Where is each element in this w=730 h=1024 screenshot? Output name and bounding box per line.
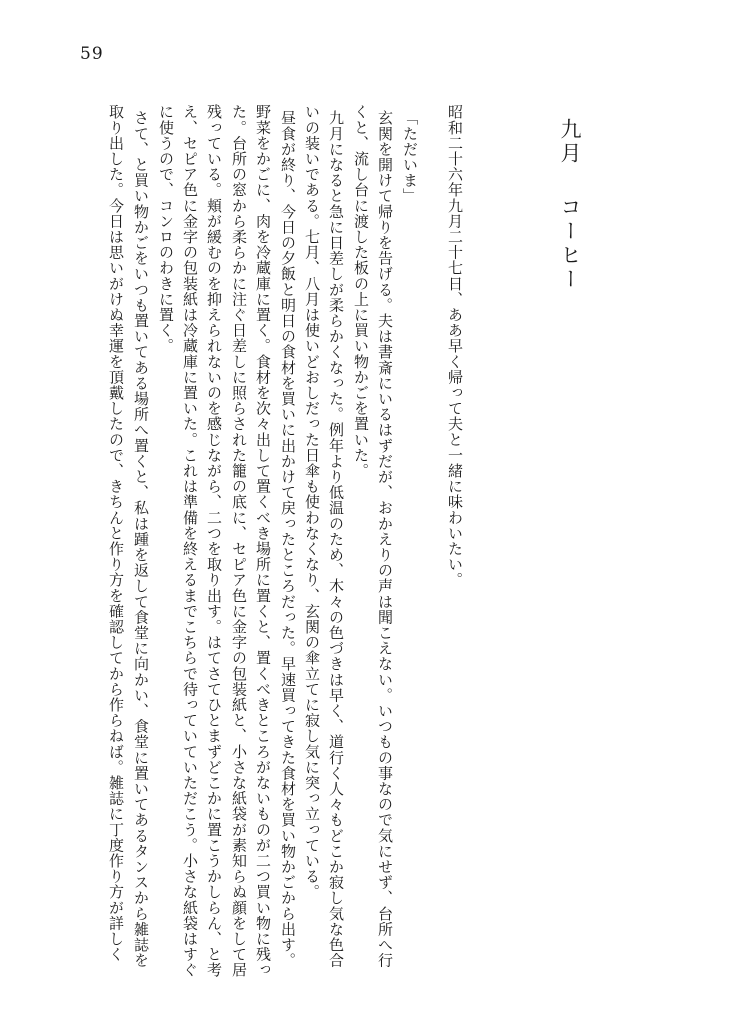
text-line: 玄関を開けて帰りを告げる。夫は書斎にいるはずだが、おかえりの声は聞こえない。いつもの事なので気にせず、台所へ行: [376, 110, 394, 968]
text-line: た。台所の窓から柔らかに注ぐ日差しに照らされた籠の底に、セピア色に金字の包装紙と、小さな紙袋が素知らぬ顔をして居: [230, 104, 248, 978]
text-line: 昼食が終り、今日の夕飯と明日の食材を買いに出かけて戻ったところだった。早速買ってきた食材を買い物かごから出す。: [279, 110, 297, 968]
text-line: くと、流し台に渡した板の上に買い物かごを置いた。: [352, 104, 370, 479]
text-line: 残っている。頬が緩むのを抑えられないのを感じながら、二つを取り出す。はてさてひとまずどこかに置こうかしらん、と考: [205, 104, 223, 978]
text-line: 九月になると急に日差しが柔らかくなった。例年より低温のため、木々の色づきは早く、道行く人々もどこか寂し気な色合: [327, 110, 345, 968]
chapter-month: 九月: [558, 118, 582, 166]
text-line: に使うので、コンロのわきに置く。: [157, 104, 175, 354]
text-line: 昭和二十六年九月二十七日、ああ早く帰って夫と一緒に味わいたい。: [446, 104, 464, 588]
text-line: 「ただいま」: [401, 110, 419, 204]
chapter-subject: コーヒー: [558, 196, 582, 292]
text-line: いの装いである。七月、八月は使いどおしだった日傘も使わなくなり、玄関の傘立てに寂し気に突っ立っている。: [303, 104, 321, 900]
text-line: さて、と買い物かごをいつも置いてある場所へ置くと、私は踵を返して食堂に向かい、食堂に置いてあるタンスから雑誌を: [132, 110, 150, 968]
page-number: 59: [80, 44, 104, 64]
text-line: え、セピア色に金字の包装紙は冷蔵庫に置いた。これは準備を終えるまでこちらで待っていていただこう。小さな紙袋はすぐ: [181, 104, 199, 978]
text-line: 取り出した。今日は思いがけぬ幸運を頂戴したので、きちんと作り方を確認してから作らねば。雑誌に丁度作り方が詳しく: [107, 104, 125, 962]
text-line: 野菜をかごに、肉を冷蔵庫に置く。食材を次々出して置くべき場所に置くと、置くべきところがないものが二つ買い物に残っ: [254, 104, 272, 978]
chapter-title: [556, 118, 582, 292]
